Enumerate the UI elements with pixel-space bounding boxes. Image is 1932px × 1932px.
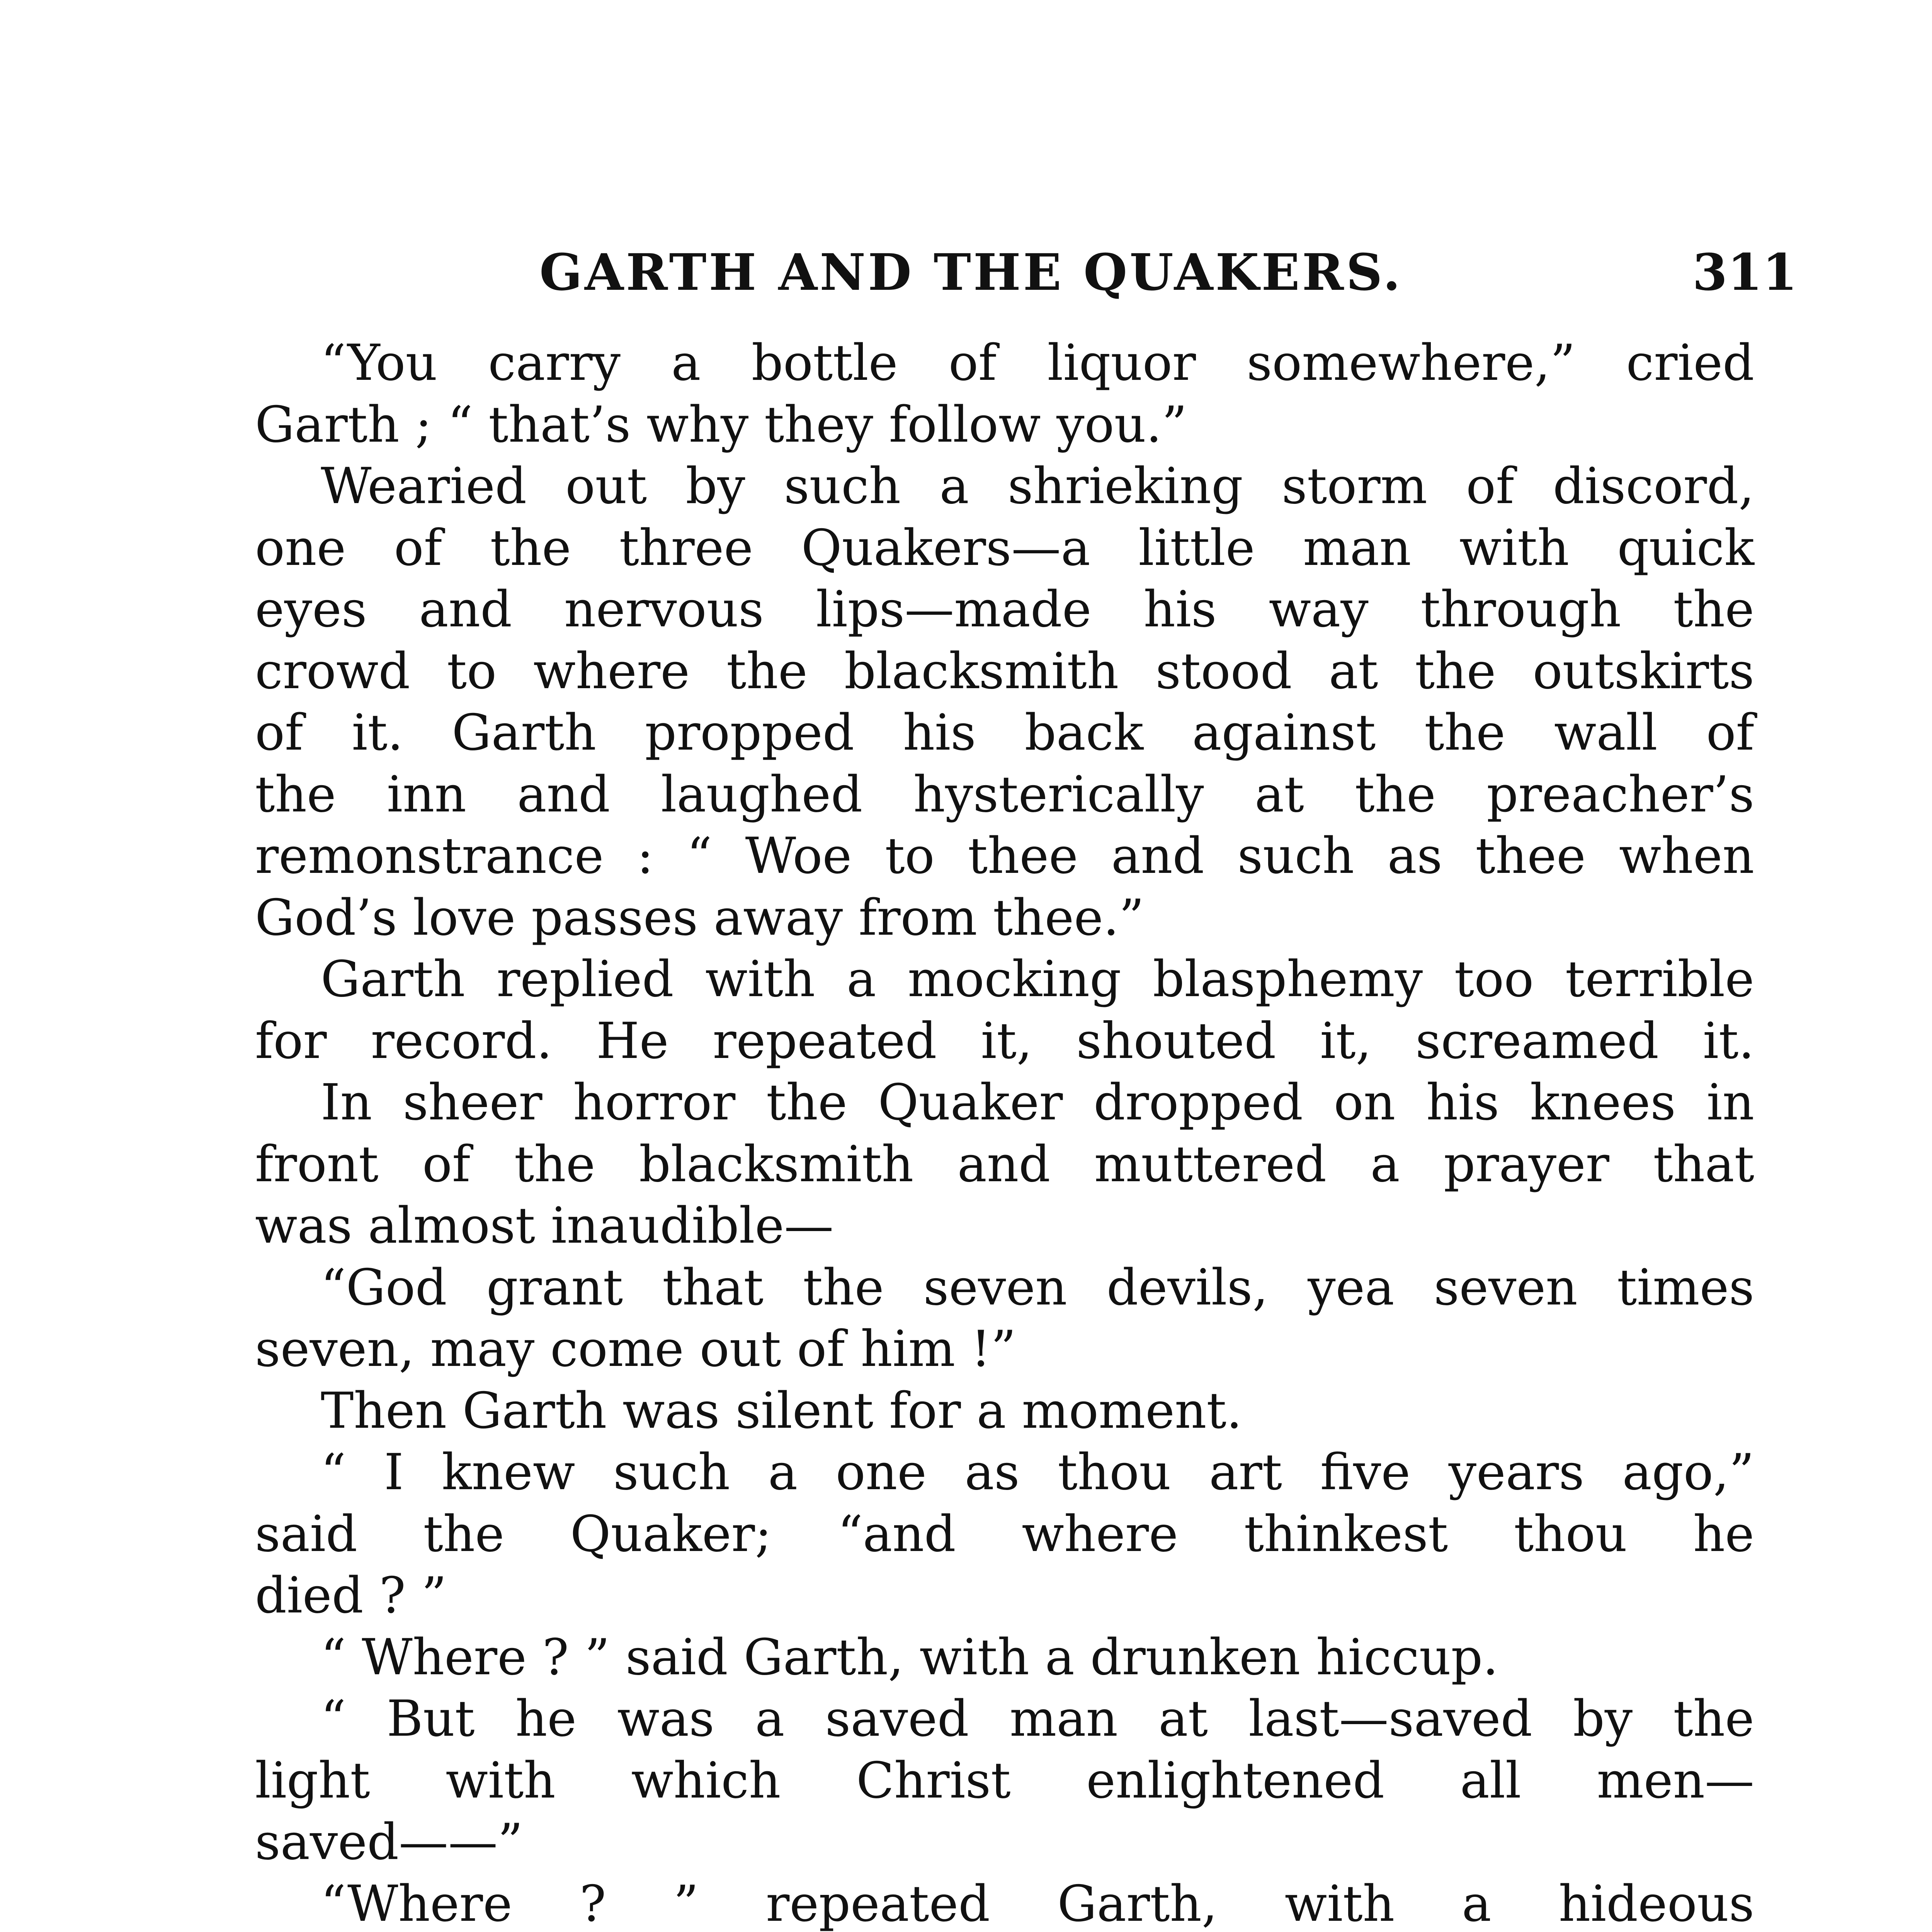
text-line: one of the three Quakers—a little man with quick [255,519,1754,577]
text-line: “ Where ? ” said Garth, with a drunken hiccup. [321,1628,1498,1686]
text-line: God’s love passes away from thee.” [255,889,1145,947]
text-line: Then Garth was silent for a moment. [321,1382,1242,1440]
text-line: saved——” [255,1813,523,1871]
text-line: the inn and laughed hysterically at the preacher’s [255,765,1754,823]
text-line: for record. He repeated it, shouted it, screamed it. [255,1012,1754,1070]
body-text [255,332,1754,1932]
text-line: Garth ; “ that’s why they follow you.” [255,396,1187,454]
text-line: “ But he was a saved man at last—saved by the [321,1690,1754,1748]
text-line: “ I knew such a one as thou art five years ago,” [321,1444,1754,1501]
text-line: said the Quaker; “and where thinkest thou he [255,1505,1754,1563]
text-line: In sheer horror the Quaker dropped on his knees in [321,1074,1754,1131]
text-line: Wearied out by such a shrieking storm of discord, [321,457,1754,515]
text-line: Garth replied with a mocking blasphemy too terrible [321,951,1754,1008]
text-line: “God grant that the seven devils, yea seven times [321,1259,1754,1316]
text-line: died ? ” [255,1567,447,1624]
text-line: crowd to where the blacksmith stood at the outskirts [255,642,1754,700]
text-line: “Where ? ” repeated Garth, with a hideous [321,1875,1754,1932]
text-line: front of the blacksmith and muttered a prayer that [255,1135,1754,1193]
running-title: GARTH AND THE QUAKERS. [539,243,1403,302]
text-line: light with which Christ enlightened all men— [255,1752,1754,1810]
page-number: 311 [1692,243,1798,302]
text-line: of it. Garth propped his back against the wall of [255,704,1754,762]
text-line: “You carry a bottle of liquor somewhere,” cried [321,334,1754,392]
text-line: was almost inaudible— [255,1197,834,1255]
text-line: eyes and nervous lips—made his way through the [255,581,1754,638]
text-line: remonstrance : “ Woe to thee and such as thee when [255,827,1754,885]
text-line: seven, may come out of him !” [255,1320,1016,1378]
